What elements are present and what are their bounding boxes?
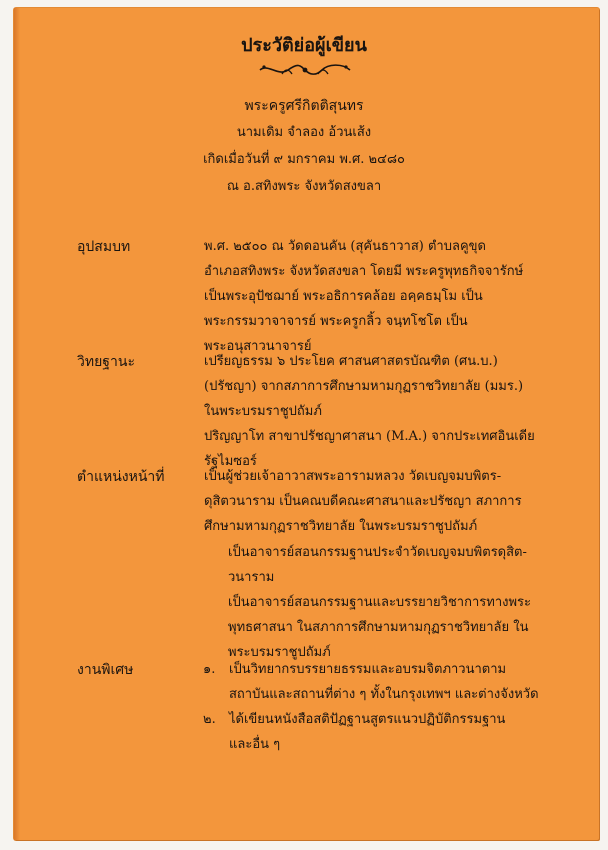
special-item-line: สถาบันและสถานที่ต่าง ๆ ทั้งในกรุงเทพฯ และต่างจังหวัด xyxy=(229,687,539,702)
ornament-divider xyxy=(258,62,352,78)
positions-label: ตำแหน่งหน้าที่ xyxy=(77,469,165,485)
ordination-line: พระกรรมวาจาจารย์ พระครูกลิ้ว จนฺทโชโต เป็น xyxy=(204,314,468,329)
education-line: เปรียญธรรม ๖ ประโยค ศาสนศาสตรบัณฑิต (ศน.บ.) xyxy=(204,354,498,369)
ordination-line: เป็นพระอุปัชฌาย์ พระอธิการคล้อย อคฺคธมฺโม เป็น xyxy=(204,289,483,304)
positions-subline: พระบรมราชูปถัมภ์ xyxy=(228,645,331,660)
ordination-line: พ.ศ. ๒๕๐๐ ณ วัดดอนคัน (สุคันธาวาส) ตำบลคูขุด xyxy=(204,239,486,254)
education-line: ในพระบรมราชูปถัมภ์ xyxy=(204,404,322,419)
ordination-line: พระอนุสาวนาจารย์ xyxy=(204,339,312,354)
birth-date: เกิดเมื่อวันที่ ๙ มกราคม พ.ศ. ๒๔๘๐ xyxy=(203,152,405,167)
special-item-number: ๒. xyxy=(203,712,216,727)
special-item-line: และอื่น ๆ xyxy=(229,737,281,752)
positions-line: ดุสิตวนาราม เป็นคณบดีคณะศาสนาและปรัชญา สภาการ xyxy=(204,494,522,509)
ordination-label: อุปสมบท xyxy=(77,239,131,255)
original-name: นามเดิม จำลอง อ้วนเส้ง xyxy=(236,125,372,140)
education-label: วิทยฐานะ xyxy=(77,354,135,370)
ordination-line: อำเภอสทิงพระ จังหวัดสงขลา โดยมี พระครูพุทธกิจจารักษ์ xyxy=(204,264,524,279)
birth-place: ณ อ.สทิงพระ จังหวัดสงขลา xyxy=(226,179,382,194)
education-line: รัฐไมซอร์ xyxy=(204,454,257,469)
positions-subline: วนาราม xyxy=(228,570,275,585)
positions-line: ศึกษามหามกุฏราชวิทยาลัย ในพระบรมราชูปถัมภ์ xyxy=(204,519,478,534)
education-line: ปริญญาโท สาขาปรัชญาศาสนา (M.A.) จากประเทศอินเดีย xyxy=(204,429,535,444)
education-line: (ปรัชญา) จากสภาการศึกษามหามกุฏราชวิทยาลัย (มมร.) xyxy=(204,379,524,394)
special-label: งานพิเศษ xyxy=(77,662,134,678)
positions-subline: เป็นอาจารย์สอนกรรมฐานประจำวัดเบญจมบพิตรดุสิต- xyxy=(228,545,527,560)
special-item-line: ได้เขียนหนังสือสติปัฏฐานสูตรแนวปฏิบัติกรรมฐาน xyxy=(229,712,506,727)
positions-subline: เป็นอาจารย์สอนกรรมฐานและบรรยายวิชาการทางพระ xyxy=(228,595,532,610)
special-item-number: ๑. xyxy=(203,662,216,677)
author-name: พระครูศรีกิตติสุนทร xyxy=(244,98,364,114)
positions-subline: พุทธศาสนา ในสภาการศึกษามหามกุฏราชวิทยาลัย ใน xyxy=(228,620,529,635)
special-item-line: เป็นวิทยากรบรรยายธรรมและอบรมจิตภาวนาตาม xyxy=(229,662,507,677)
positions-line: เป็นผู้ช่วยเจ้าอาวาสพระอารามหลวง วัดเบญจมบพิตร- xyxy=(204,469,502,484)
page-title: ประวัติย่อผู้เขียน xyxy=(241,35,367,56)
